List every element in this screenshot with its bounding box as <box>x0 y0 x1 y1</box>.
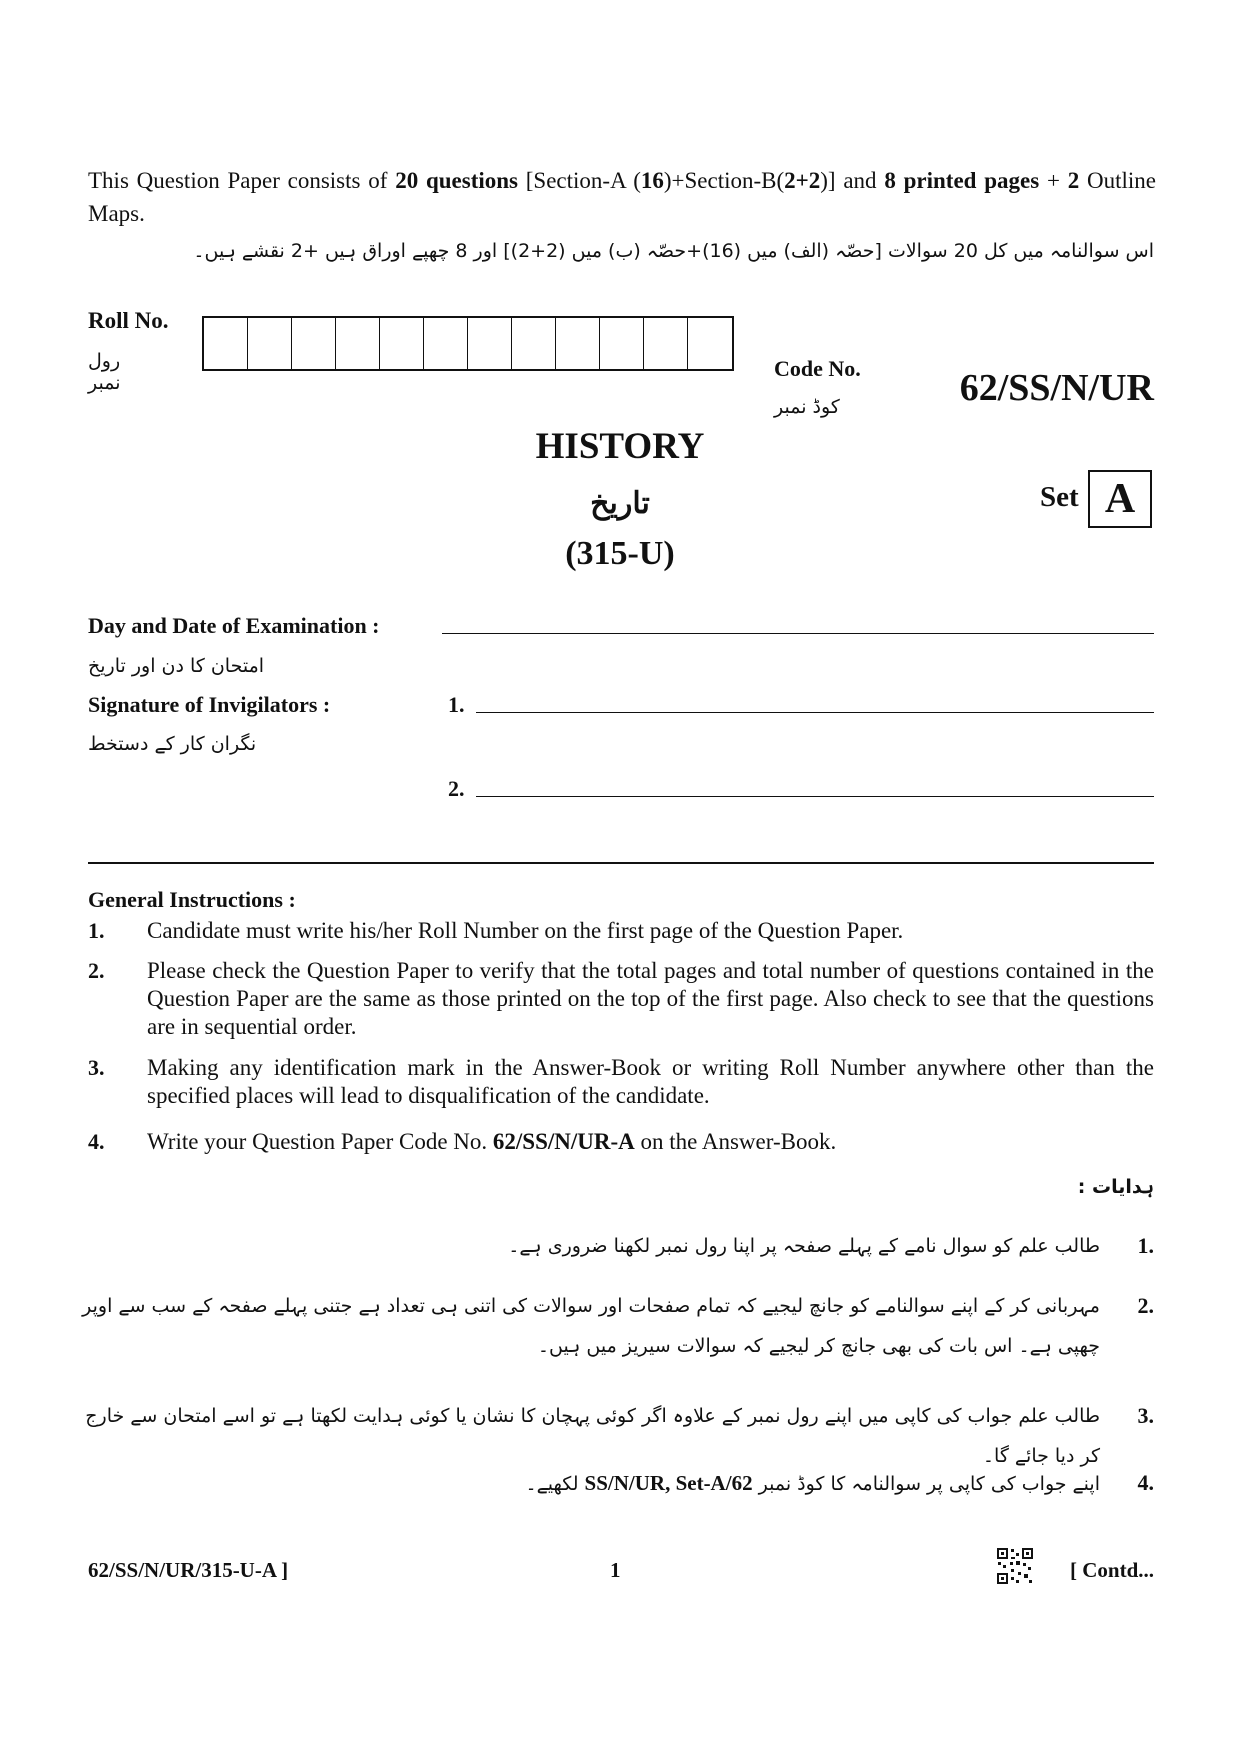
roll-digit-box[interactable] <box>424 318 468 369</box>
qr-code-icon <box>996 1547 1034 1585</box>
urdu-instruction-text: اپنے جواب کی کاپی پر سوالنامہ کا کوڈ نمبر 62/SS/N/UR, Set-A لکھیے۔ <box>525 1471 1100 1495</box>
roll-digit-box[interactable] <box>380 318 424 369</box>
invigilator-signature-label: Signature of Invigilators : <box>88 692 331 717</box>
set-label: Set <box>1040 481 1079 513</box>
roll-number-label: Roll No. <box>88 308 169 333</box>
exam-date-line[interactable] <box>442 633 1154 634</box>
paper-description: This Question Paper consists of 20 questions [Section-A (16)+Section-B(2+2)] and 8 printed pages + 2 Outline Maps. <box>88 168 1156 226</box>
instruction-text: Write your Question Paper Code No. 62/SS/N/UR-A on the Answer-Book. <box>147 1129 837 1154</box>
code-number-label-urdu: کوڈ نمبر <box>774 396 840 418</box>
roll-digit-box[interactable] <box>248 318 292 369</box>
subject-code: (315-U) <box>565 535 675 572</box>
subject-title: HISTORY <box>535 426 705 467</box>
urdu-instructions-title: ہدایات : <box>1077 1176 1154 1198</box>
paper-description-urdu: اس سوالنامہ میں کل 20 سوالات [حصّہ (الف) میں (16)+حصّہ (ب) میں (2+2)] اور 8 چھپے اوراق ہیں +2 نقشے ہیں۔ <box>193 240 1154 262</box>
roll-digit-box[interactable] <box>204 318 248 369</box>
urdu-instruction-number: 1. <box>1137 1233 1154 1258</box>
page-number: 1 <box>610 1558 621 1582</box>
instruction-number: 4. <box>88 1129 105 1154</box>
signature-number-2: 2. <box>448 776 465 801</box>
footer-paper-code: 62/SS/N/UR/315-U-A ] <box>88 1558 289 1582</box>
roll-number-boxes[interactable] <box>202 316 734 371</box>
invigilator-signature-label-urdu: نگران کار کے دستخط <box>88 733 257 755</box>
roll-digit-box[interactable] <box>292 318 336 369</box>
roll-digit-box[interactable] <box>600 318 644 369</box>
roll-digit-box[interactable] <box>644 318 688 369</box>
urdu-instruction-text: مہربانی کر کے اپنے سوالنامے کو جانچ لیجیے کہ تمام صفحات اور سوالات کی اتنی ہی تعداد ہے جتنی پہلے صفحہ کے سب سے اوپر چھپی ہے۔ اس بات کی بھی جانچ کر لیجیے کہ سوالات سیریز میں ہیں۔ <box>82 1295 1100 1357</box>
code-number-label: Code No. <box>774 356 861 381</box>
signature-line-2[interactable] <box>476 796 1154 797</box>
exam-date-label-urdu: امتحان کا دن اور تاریخ <box>88 655 265 677</box>
general-instructions-title: General Instructions : <box>88 887 296 912</box>
subject-title-urdu: تاریخ <box>590 487 650 520</box>
roll-digit-box[interactable] <box>468 318 512 369</box>
instruction-number: 3. <box>88 1055 105 1080</box>
signature-line-1[interactable] <box>476 712 1154 713</box>
instruction-number: 1. <box>88 918 105 943</box>
roll-digit-box[interactable] <box>512 318 556 369</box>
instruction-text: Candidate must write his/her Roll Number on the first page of the Question Paper. <box>147 918 904 943</box>
instruction-number: 2. <box>88 958 105 983</box>
urdu-instruction-number: 3. <box>1137 1403 1154 1428</box>
instruction-text: Making any identification mark in the Answer-Book or writing Roll Number anywhere other than the specified places will lead to disqualification of the candidate. <box>147 1055 1154 1108</box>
instruction-text: Please check the Question Paper to verify that the total pages and total number of questions contained in the Question Paper are the same as those printed on the top of the first page. Also check to see that the questions are in sequential order. <box>147 958 1154 1039</box>
section-divider <box>88 862 1154 864</box>
urdu-instruction-text: طالب علم کو سوال نامے کے پہلے صفحہ پر اپنا رول نمبر لکھنا ضروری ہے۔ <box>508 1235 1100 1257</box>
roll-number-label-urdu: رول نمبر <box>88 350 121 394</box>
roll-digit-box[interactable] <box>556 318 600 369</box>
urdu-instruction-text: طالب علم جواب کی کاپی میں اپنے رول نمبر کے علاوہ اگر کوئی پہچان کا نشان یا کوئی ہدایت لکھتا ہے تو اسے امتحان سے خارج کر دیا جائے گا۔ <box>85 1405 1100 1467</box>
code-number-value: 62/SS/N/UR <box>959 367 1154 409</box>
continued-label: [ Contd... <box>1069 1558 1154 1582</box>
signature-number-1: 1. <box>448 692 465 717</box>
set-value-box: A <box>1088 470 1152 528</box>
roll-digit-box[interactable] <box>688 318 732 369</box>
exam-date-label: Day and Date of Examination : <box>88 613 380 638</box>
roll-digit-box[interactable] <box>336 318 380 369</box>
urdu-instruction-number: 2. <box>1137 1293 1154 1318</box>
urdu-instruction-number: 4. <box>1137 1470 1154 1495</box>
